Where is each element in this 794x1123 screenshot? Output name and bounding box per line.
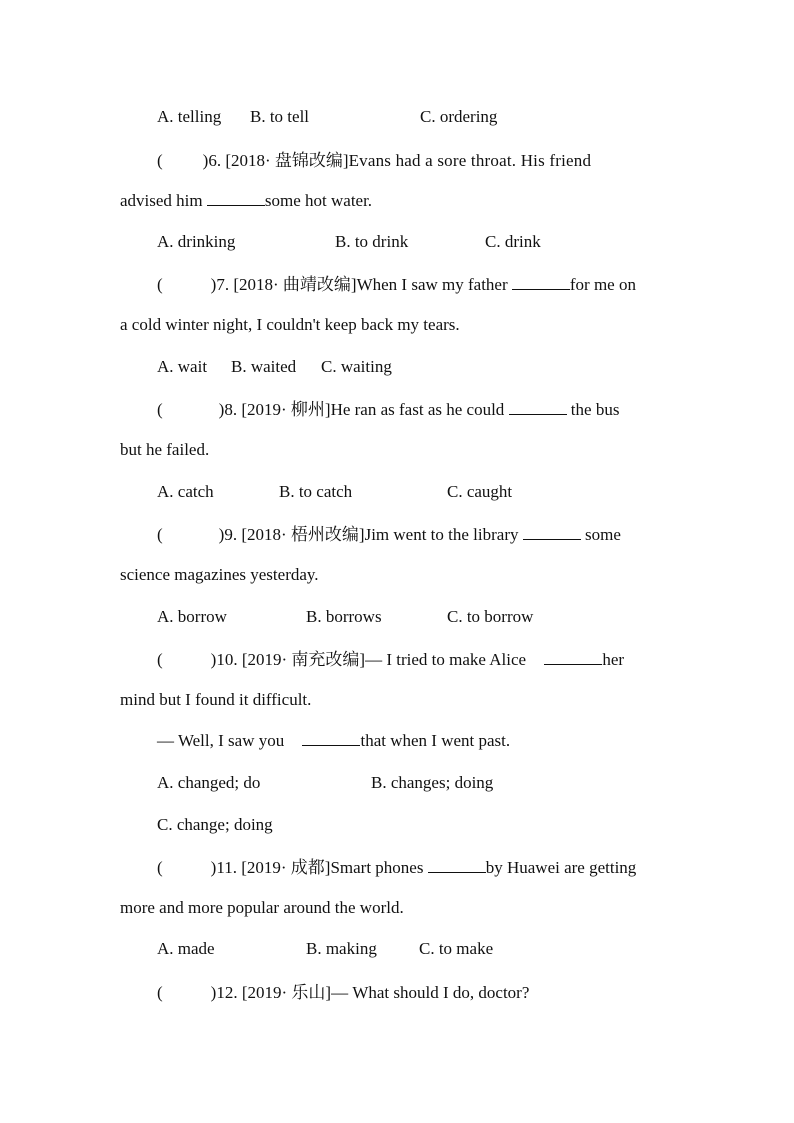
- q7-option-b: B. waited: [231, 357, 297, 376]
- q10-stem-line-1: [157, 649, 674, 671]
- q9-option-b: B. borrows: [306, 607, 382, 626]
- q10-reply-before-blank: — Well, I saw you: [157, 731, 285, 750]
- q6-text: Evans had a sore throat. His friend: [348, 151, 592, 170]
- q11-answer-blank: [428, 858, 486, 873]
- q8-answer-blank: [509, 400, 567, 415]
- q10-answer-blank-1: [544, 650, 602, 665]
- q12-label: )12.: [210, 983, 238, 1002]
- q10-text-before-blank: — I tried to make Alice: [365, 650, 527, 669]
- q9-option-c: C. to borrow: [447, 607, 534, 626]
- q7-option-a: A. wait: [157, 357, 208, 376]
- q11-text-after-blank: by Huawei are getting: [485, 858, 637, 877]
- q10-source: [2019· 南充改编]: [241, 650, 366, 669]
- q7-open-paren: (: [157, 275, 163, 294]
- q8-label: )8.: [218, 400, 238, 419]
- q5-option-a: A. telling: [157, 107, 222, 126]
- q6-source: [2018· 盘锦改编]: [225, 151, 349, 170]
- q10-option-b: B. changes; doing: [371, 773, 494, 792]
- q7-source: [2018· 曲靖改编]: [233, 275, 357, 294]
- q10-open-paren: (: [157, 650, 163, 669]
- q11-source: [2019· 成都]: [241, 858, 331, 877]
- q5-option-b: B. to tell: [250, 107, 310, 126]
- q8-source: [2019· 柳州]: [241, 400, 331, 419]
- q6-text-after-blank: some hot water.: [264, 191, 373, 210]
- q6-text-before-blank: advised him: [120, 191, 203, 210]
- q8-text-before-blank: He ran as fast as he could: [330, 400, 505, 419]
- q6-option-c: C. drink: [485, 232, 541, 251]
- q9-text-before-blank: Jim went to the library: [364, 525, 519, 544]
- q8-option-a: A. catch: [157, 482, 214, 501]
- q11-label: )11.: [210, 858, 237, 877]
- q6-option-a: A. drinking: [157, 232, 236, 251]
- q12-text: — What should I do, doctor?: [331, 983, 530, 1002]
- q8-open-paren: (: [157, 400, 163, 419]
- q6-option-b: B. to drink: [335, 232, 409, 251]
- q8-option-c: C. caught: [447, 482, 513, 501]
- q8-option-b: B. to catch: [279, 482, 353, 501]
- q9-option-a: A. borrow: [157, 607, 227, 626]
- q11-open-paren: (: [157, 858, 163, 877]
- q10-label: )10.: [210, 650, 238, 669]
- q9-label: )9.: [218, 525, 238, 544]
- q10-option-c: C. change; doing: [157, 815, 273, 834]
- q9-answer-blank: [523, 525, 581, 540]
- q9-open-paren: (: [157, 525, 163, 544]
- q6-stem-line-2: [120, 190, 372, 212]
- q8-stem-line-2: but he failed.: [120, 440, 210, 459]
- q11-option-a: A. made: [157, 939, 215, 958]
- q7-option-c: C. waiting: [321, 357, 392, 376]
- q7-text-after-blank: for me on: [569, 275, 636, 294]
- q7-stem-line-2: a cold winter night, I couldn't keep back my tears.: [120, 315, 460, 334]
- q11-stem-line-1: [157, 857, 674, 879]
- q10-reply-after-blank: that when I went past.: [360, 731, 511, 750]
- q12-stem-line-1: [157, 982, 674, 1004]
- q11-stem-line-2: more and more popular around the world.: [120, 898, 404, 917]
- q9-source: [2018· 梧州改编]: [241, 525, 365, 544]
- q11-option-b: B. making: [306, 939, 377, 958]
- q7-stem-line-1: [157, 274, 674, 296]
- q12-source: [2019· 乐山]: [241, 983, 332, 1002]
- q6-label: )6.: [202, 151, 222, 170]
- q8-text-after-blank: the bus: [570, 400, 620, 419]
- q12-open-paren: (: [157, 983, 163, 1002]
- q11-text-before-blank: Smart phones: [330, 858, 424, 877]
- q7-answer-blank: [512, 275, 570, 290]
- q9-stem-line-2: science magazines yesterday.: [120, 565, 319, 584]
- q9-stem-line-1: [157, 524, 674, 546]
- q10-stem-line-2: mind but I found it difficult.: [120, 690, 312, 709]
- q6-stem-line-1: [157, 150, 674, 172]
- q7-label: )7.: [210, 275, 230, 294]
- q11-option-c: C. to make: [419, 939, 494, 958]
- q8-stem-line-1: [157, 399, 674, 421]
- q10-answer-blank-2: [302, 731, 360, 746]
- q10-text-after-blank: her: [602, 650, 625, 669]
- q6-open-paren: (: [157, 151, 163, 170]
- q7-text-before-blank: When I saw my father: [356, 275, 508, 294]
- q10-option-a: A. changed; do: [157, 773, 261, 792]
- q10-stem-line-3: [157, 730, 510, 752]
- q9-text-after-blank: some: [585, 525, 621, 544]
- q6-answer-blank: [207, 191, 265, 206]
- q5-option-c: C. ordering: [420, 107, 498, 126]
